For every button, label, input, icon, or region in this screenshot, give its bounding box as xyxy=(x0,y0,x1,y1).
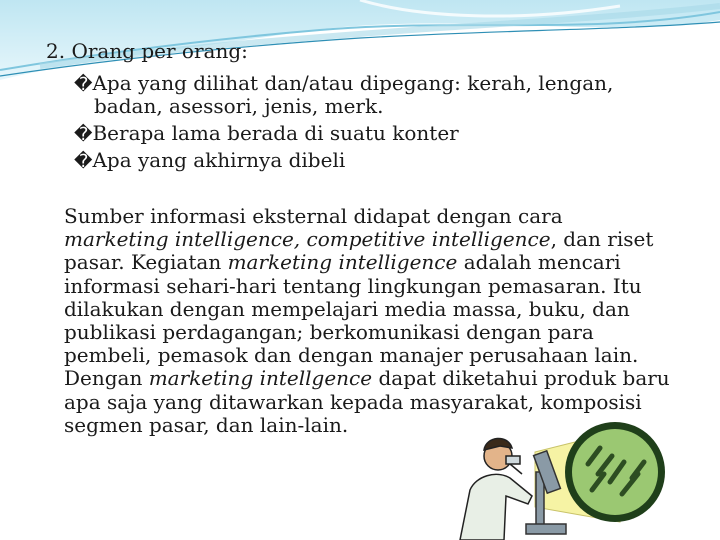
emphasis-text: marketing intellgence xyxy=(148,366,373,391)
paragraph-text: Dengan xyxy=(64,366,149,391)
paragraph-line: Sumber informasi eksternal didapat dengan cara xyxy=(64,204,563,228)
bullet-glyph: � xyxy=(74,151,93,172)
paragraph-line: pembeli, pemasok dan dengan manajer perusahaan lain. xyxy=(64,343,639,368)
paragraph-text: , dan riset xyxy=(550,227,654,252)
paragraph-line xyxy=(64,251,694,274)
bullet-glyph: � xyxy=(74,124,93,145)
list-item-continuation: badan, asessori, jenis, merk. xyxy=(94,94,384,118)
paragraph-text: adalah mencari xyxy=(457,250,621,275)
list-item xyxy=(74,122,459,146)
scientist-microscope-clipart xyxy=(440,412,690,540)
paragraph-line: informasi sehari-hari tentang lingkungan pemasaran. Itu xyxy=(64,273,642,298)
emphasis-text: marketing intelligence xyxy=(227,250,458,275)
list-item xyxy=(74,149,345,173)
list-item-text: Berapa lama berada di suatu konter xyxy=(92,121,459,145)
paragraph-text: dapat diketahui produk baru xyxy=(372,366,670,391)
paragraph-line xyxy=(64,228,694,251)
bullet-glyph: � xyxy=(74,74,93,95)
paragraph-line: publikasi perdagangan; berkomunikasi dengan para xyxy=(64,320,594,345)
petri-dish-icon xyxy=(565,422,665,522)
paragraph-line xyxy=(64,367,694,390)
list-item-text: Apa yang akhirnya dibeli xyxy=(92,148,346,172)
paragraph-line: apa saja yang ditawarkan kepada masyarakat, komposisi xyxy=(64,389,642,414)
paragraph-line: dilakukan dengan mempelajari media massa, buku, dan xyxy=(64,296,630,321)
paragraph-line: segmen pasar, dan lain-lain. xyxy=(64,412,349,437)
body-paragraph xyxy=(64,205,694,437)
list-heading: 2. Orang per orang: xyxy=(46,39,248,63)
list-item xyxy=(74,72,613,96)
emphasis-text: marketing intelligence, competitive intelligence xyxy=(64,227,551,252)
list-item-text: Apa yang dilihat dan/atau dipegang: kerah, lengan, xyxy=(92,71,614,95)
paragraph-text: pasar. Kegiatan xyxy=(64,250,228,275)
